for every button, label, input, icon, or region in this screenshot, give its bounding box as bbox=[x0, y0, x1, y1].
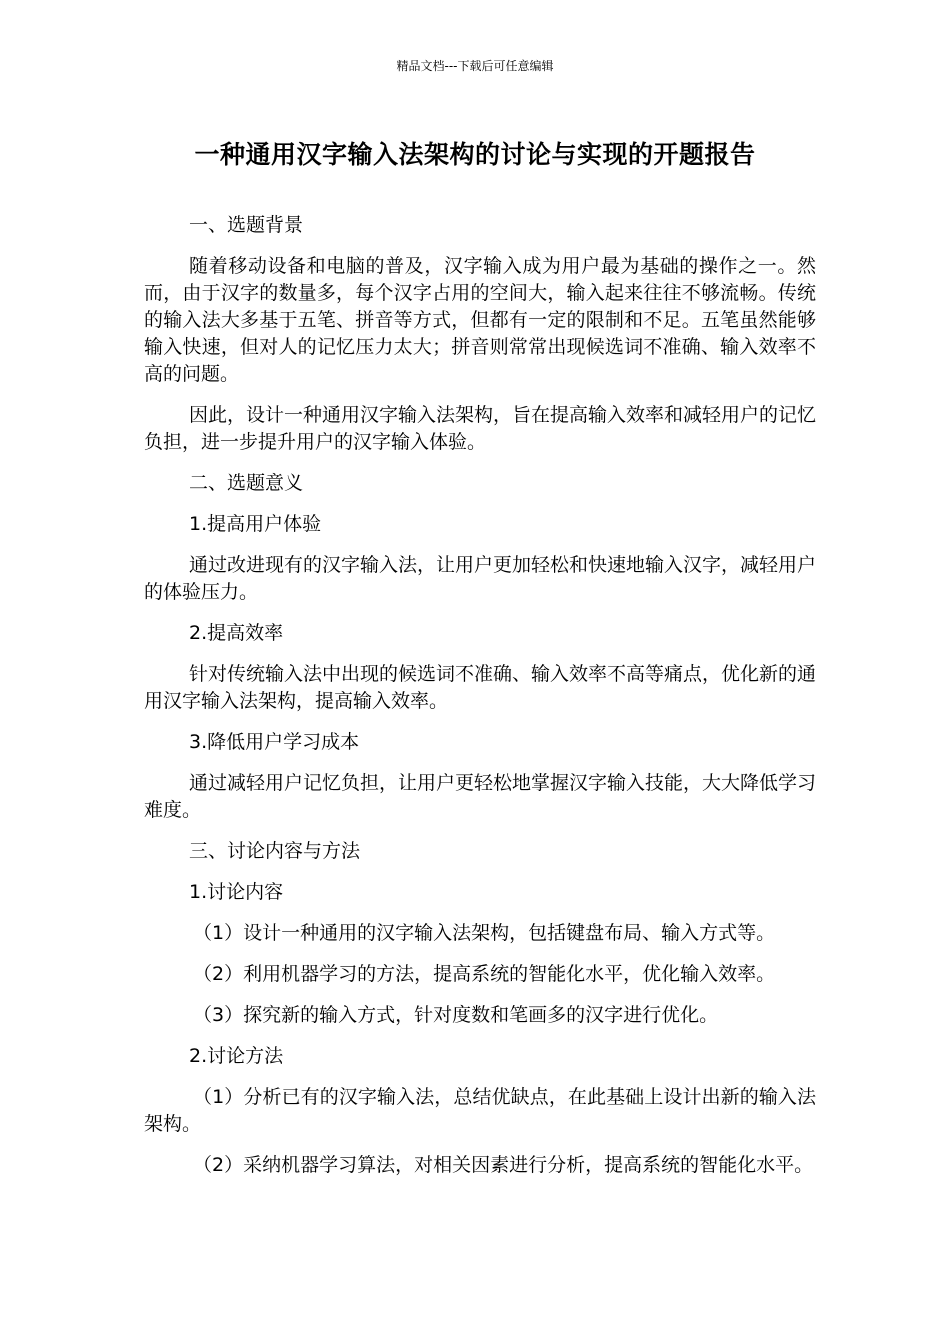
subsection-heading: 1.提高用户体验 bbox=[189, 513, 322, 535]
document-body bbox=[144, 212, 816, 1193]
paragraph: 通过减轻用户记忆负担，让用户更轻松地掌握汉字输入技能，大大降低学习难度。 bbox=[144, 772, 817, 821]
list-item: （3）探究新的输入方式，针对度数和笔画多的汉字进行优化。 bbox=[193, 1004, 719, 1026]
section-heading: 一、选题背景 bbox=[189, 214, 304, 236]
list-item: （2）利用机器学习的方法，提高系统的智能化水平，优化输入效率。 bbox=[193, 963, 776, 985]
subsection-heading: 2.提高效率 bbox=[189, 622, 284, 644]
subsection-heading: 1.讨论内容 bbox=[189, 881, 284, 903]
document-title: 一种通用汉字输入法架构的讨论与实现的开题报告 bbox=[194, 140, 756, 169]
subsection-heading: 2.讨论方法 bbox=[189, 1045, 284, 1067]
paragraph: 通过改进现有的汉字输入法，让用户更加轻松和快速地输入汉字，减轻用户的体验压力。 bbox=[144, 554, 817, 603]
list-item: （2）采纳机器学习算法，对相关因素进行分析，提高系统的智能化水平。 bbox=[193, 1154, 814, 1176]
section-heading: 三、讨论内容与方法 bbox=[189, 840, 361, 862]
paragraph: 针对传统输入法中出现的候选词不准确、输入效率不高等痛点，优化新的通用汉字输入法架构，提高输入效率。 bbox=[144, 663, 817, 712]
list-item: （1）设计一种通用的汉字输入法架构，包括键盘布局、输入方式等。 bbox=[193, 922, 776, 944]
section-heading: 二、选题意义 bbox=[189, 472, 304, 494]
paragraph: 随着移动设备和电脑的普及，汉字输入成为用户最为基础的操作之一。然而，由于汉字的数量多，每个汉字占用的空间大，输入起来往往不够流畅。传统的输入法大多基于五笔、拼音等方式，但都有一定的限制和不足。五笔虽然能够输入快速，但对人的记忆压力太大；拼音则常常出现候选词不准确、输入效率不高的问题。 bbox=[144, 255, 816, 385]
subsection-heading: 3.降低用户学习成本 bbox=[189, 731, 360, 753]
list-item: （1）分析已有的汉字输入法，总结优缺点，在此基础上设计出新的输入法架构。 bbox=[144, 1086, 816, 1135]
page-header: 精品文档---下载后可任意编辑 bbox=[396, 59, 554, 73]
paragraph: 因此，设计一种通用汉字输入法架构，旨在提高输入效率和减轻用户的记忆负担，进一步提升用户的汉字输入体验。 bbox=[144, 404, 817, 453]
